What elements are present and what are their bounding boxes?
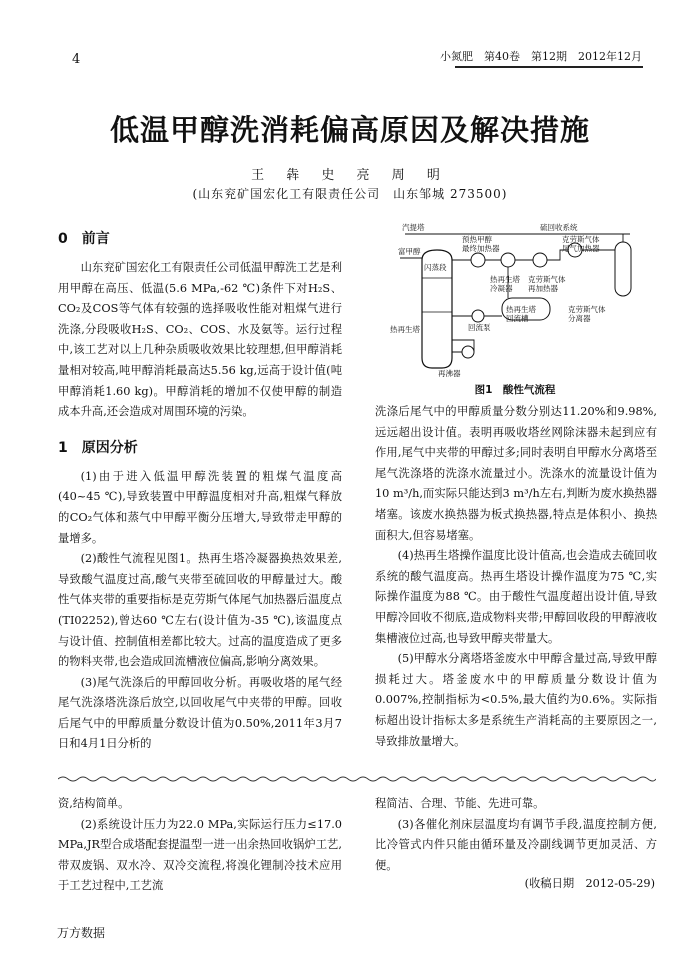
section-0-title: 0 前言: [58, 231, 110, 247]
watermark: 万方数据: [57, 926, 106, 940]
bottom-left-column: [58, 794, 342, 897]
label-preheater: 预热甲醇最终加热器: [462, 235, 500, 253]
right-paragraph-3: (5)甲醇水分离塔塔釜废水中甲醇含量过高,导致甲醇损耗过大。塔釜废水中的甲醇质量分数设计值为0.007%,控制指标为<0.5%,最大值约为0.6%。实际指标超出设计指标太多是系统生产消耗高的主要原因之一,导致排放量增大。: [375, 652, 657, 748]
journal-info: 小氮肥 第40卷 第12期 2012年12月: [440, 50, 642, 63]
header-rule: [455, 66, 643, 68]
section-1-paragraph-3: (3)尾气洗涤后的甲醇回收分析。再吸收塔的尾气经尾气洗涤塔洗涤后放空,以回收尾气中夹带的甲醇。回收后尾气中的甲醇质量分数设计值为0.50%,2011年3月7日和4月1日分析的: [58, 675, 342, 751]
label-flash: 闪蒸段: [424, 263, 447, 272]
label-reflux-tank: 热再生塔回流槽: [506, 305, 536, 323]
received-date: (收稿日期 2012-05-29): [524, 877, 655, 890]
article-separator: [58, 775, 656, 783]
label-hot-regen-cond: 热再生塔冷凝器: [490, 275, 520, 293]
bottom-right-paragraph-1: 程简洁、合理、节能、先进可靠。: [375, 797, 545, 810]
authors: 王 犇 史 亮 周 明: [251, 168, 449, 183]
page-number: 4: [72, 52, 81, 67]
label-rich-methanol: 富甲醇: [398, 247, 421, 256]
label-hot-regen: 热再生塔: [390, 325, 420, 334]
bottom-right-paragraph-2: (3)各催化剂床层温度均有调节手段,温度控制方便,比冷管式内件只能由循环量及冷副线调节更加灵活、方便。: [375, 817, 657, 872]
affiliation: (山东兖矿国宏化工有限责任公司 山东邹城 273500): [192, 187, 508, 201]
acid-gas-flow-diagram: [390, 220, 660, 380]
reboiler-icon: [462, 346, 474, 358]
right-paragraph-2: (4)热再生塔操作温度比设计值高,也会造成去硫回收系统的酸气温度高。热再生塔设计操作温度为75 ℃,实际操作温度为88 ℃。由于酸性气温度超出设计值,导致甲醇冷回收不彻底,造成物料夹带;甲醇回收段的甲醇液收集槽液位过高,也导致甲醇夹带量大。: [375, 549, 657, 645]
preheater-icon: [471, 253, 485, 267]
label-claus-separator: 克劳斯气体分离器: [568, 305, 606, 323]
reboiler-line: [452, 340, 474, 352]
section-1-title: 1 原因分析: [58, 439, 138, 456]
label-claus-reheater: 克劳斯气体再加热器: [528, 275, 566, 293]
claus-reheater-icon: [533, 253, 547, 267]
article-title: 低温甲醇洗消耗偏高原因及解决措施: [109, 113, 590, 147]
section-0-paragraph: 山东兖矿国宏化工有限责任公司低温甲醇洗工艺是利用甲醇在高压、低温(5.6 MPa,-62 ℃)条件下对H₂S、CO₂及COS等气体有较强的选择吸收性能对粗煤气进行洗涤,分段吸收H₂S、CO₂、COS、水及氨等。运行过程中,该工艺对以上几种杂质吸收效果比较理想,但甲醇消耗量相对较高,吨甲醇消耗最高达5.56 kg,远高于设计值(吨甲醇消耗1.60 kg)。甲醇消耗的增加不仅使甲醇的制造成本升高,还会造成对周围环境的污染。: [58, 261, 342, 419]
label-reboiler: 再沸器: [438, 369, 461, 378]
section-1-paragraph-2: (2)酸性气流程见图1。热再生塔冷凝器换热效果差,导致酸气温度过高,酸气夹带至硫回收的甲醇量过大。酸性气体夹带的重要指标是克劳斯气体尾气加热器后温度点(TI02252),曾达60 ℃左右(设计值为-35 ℃),该温度点与设计值、控制值相差都比较大。过高的温度造成了更多的物料夹带,也会造成回流槽液位偏高,影响分离效果。: [58, 552, 342, 669]
bottom-right-column: [375, 794, 657, 876]
bottom-left-paragraph-2: (2)系统设计压力为22.0 MPa,实际运行压力≤17.0 MPa,JR型合成塔配套提温型一进一出余热回收锅炉工艺,带双废锅、双水冷、双冷交流程,将溴化锂制冷技术应用于工艺过程中,工艺流: [58, 817, 342, 893]
label-sulfur: 硫回收系统: [540, 223, 578, 232]
right-paragraph-1: 洗涤后尾气中的甲醇质量分数分别达11.20%和9.98%,远远超出设计值。表明再吸收塔丝网除沫器未起到应有作用,尾气中夹带的甲醇过多;同时表明自甲醇水分离塔至尾气洗涤塔的洗涤水流量过小。洗涤水的流量设计值为10 m³/h,而实际只能达到3 m³/h左右,判断为废水换热器堵塞。该废水换热器为板式换热器,特点是体积小、换热面积大,但容易堵塞。: [375, 405, 657, 542]
claus-separator-vessel: [615, 242, 631, 296]
left-column: [58, 228, 342, 755]
reflux-pump-icon: [472, 310, 484, 322]
section-1-paragraph-1: (1)由于进入低温甲醇洗装置的粗煤气温度高(40~45 ℃),导致装置中甲醇温度相对升高,粗煤气释放的CO₂气体和蒸气中甲醇平衡分压增大,导致带走甲醇的量增多。: [58, 469, 342, 545]
bottom-left-paragraph-1: 资,结构简单。: [58, 797, 130, 810]
label-steam-tower: 汽提塔: [402, 223, 425, 232]
right-column: [375, 402, 657, 752]
label-claus-heater: 克劳斯气体尾气加热器: [562, 235, 600, 253]
label-reflux-pump: 回流泵: [468, 323, 491, 332]
figure-caption: 图1 酸性气流程: [474, 384, 556, 396]
condenser-icon: [501, 253, 515, 267]
